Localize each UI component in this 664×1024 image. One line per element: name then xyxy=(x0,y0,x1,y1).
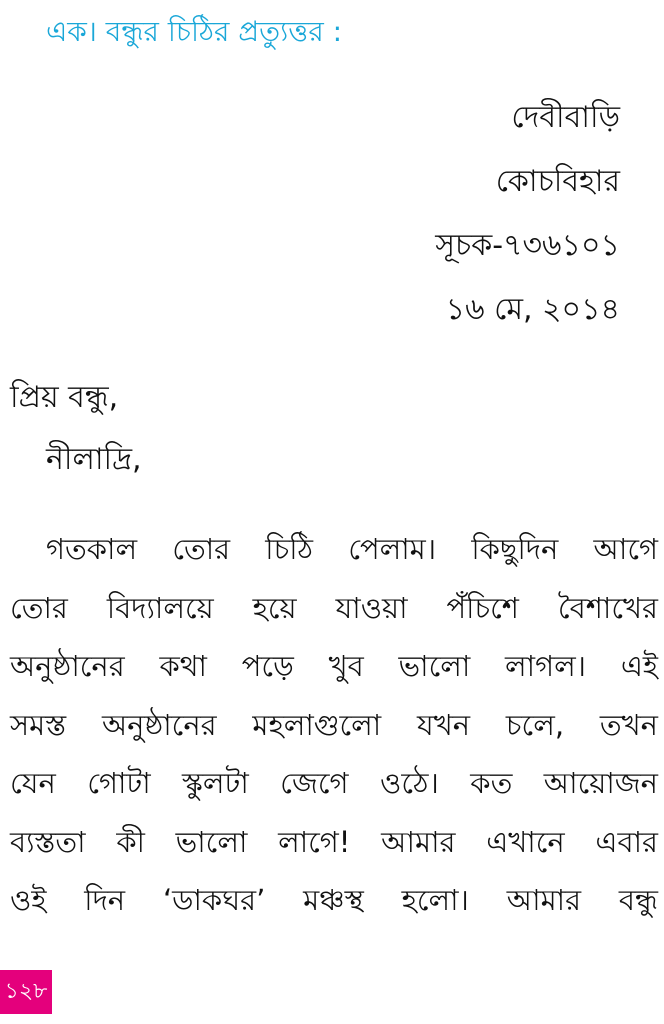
address-district: কোচবিহার xyxy=(495,164,620,199)
recipient-name: নীলাদ্রি, xyxy=(46,442,142,477)
body-line: গতকাল তোর চিঠি পেলাম। কিছুদিন আগে xyxy=(46,532,658,566)
address-locality: দেবীবাড়ি xyxy=(511,100,620,135)
letter-body xyxy=(10,520,658,930)
body-line: তোর বিদ্যালয়ে হয়ে যাওয়া পঁচিশে বৈশাখের xyxy=(10,590,658,625)
body-line: ব্যস্ততা কী ভালো লাগে! আমার এখানে এবার xyxy=(10,824,658,859)
salutation: প্রিয় বন্ধু, xyxy=(10,380,119,415)
section-heading: এক। বন্ধুর চিঠির প্রত্যুত্তর : xyxy=(46,15,343,48)
body-line: ওই দিন ‘ডাকঘর’ মঞ্চস্থ হলো। আমার বন্ধু xyxy=(10,883,658,917)
body-line: যেন গোটা স্কুলটা জেগে ওঠে। কত আয়োজন xyxy=(10,766,658,800)
address-pincode: সূচক-৭৩৬১০১ xyxy=(435,228,620,263)
body-line: অনুষ্ঠানের কথা পড়ে খুব ভালো লাগল। এই xyxy=(10,649,658,683)
sender-address xyxy=(435,86,620,342)
body-line: সমস্ত অনুষ্ঠানের মহলাগুলো যখন চলে, তখন xyxy=(10,707,658,742)
letter-date: ১৬ মে, ২০১৪ xyxy=(445,292,620,327)
page-number-badge: ১২৮ xyxy=(0,970,52,1014)
